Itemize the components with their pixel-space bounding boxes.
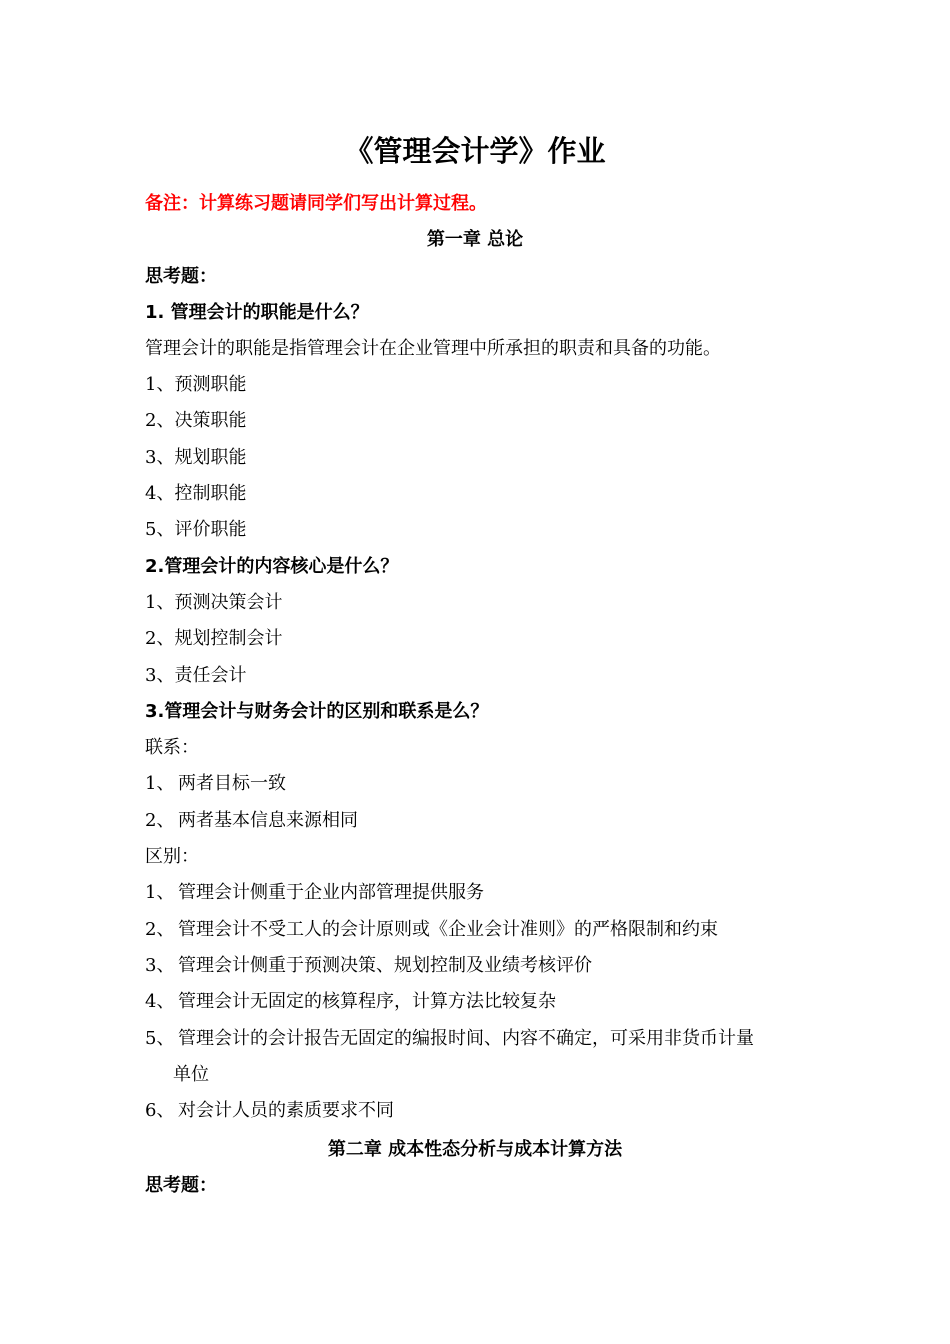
- list-item: 4、控制职能: [145, 483, 247, 504]
- question-2: 2.管理会计的内容核心是什么？: [145, 556, 399, 577]
- chapter1-thinking-label: 思考题：: [145, 266, 217, 287]
- list-item-number: 2、: [145, 919, 175, 940]
- list-item-number: 6、: [145, 1100, 175, 1121]
- list-item-number: 1、: [145, 882, 175, 903]
- list-item-text: 两者基本信息来源相同: [178, 810, 358, 831]
- difference-label: 区别：: [145, 846, 199, 867]
- list-item: [145, 1024, 754, 1054]
- chapter1-heading: 第一章 总论: [426, 229, 524, 250]
- list-item-number: 4、: [145, 991, 175, 1012]
- list-item: 1、预测决策会计: [145, 592, 283, 613]
- list-item-number: 1、: [145, 773, 175, 794]
- question-1-intro: 管理会计的职能是指管理会计在企业管理中所承担的职责和具备的功能。: [145, 338, 721, 359]
- list-item-number: 5、: [145, 1028, 175, 1049]
- list-item-text: 对会计人员的素质要求不同: [178, 1100, 394, 1121]
- list-item: [145, 1096, 394, 1126]
- list-item: 5、评价职能: [145, 519, 247, 540]
- list-item-text: 两者目标一致: [178, 773, 286, 794]
- list-item-text: 管理会计侧重于企业内部管理提供服务: [178, 882, 484, 903]
- list-item: 3、规划职能: [145, 447, 247, 468]
- note-text: 备注：计算练习题请同学们写出计算过程。: [145, 193, 487, 214]
- document-title: 《管理会计学》作业: [344, 134, 606, 168]
- list-item-continuation: 单位: [173, 1064, 209, 1085]
- list-item: [145, 878, 484, 908]
- list-item: [145, 951, 592, 981]
- list-item-text: 管理会计的会计报告无固定的编报时间、内容不确定，可采用非货币计量: [178, 1028, 754, 1049]
- chapter2-thinking-label: 思考题：: [145, 1175, 217, 1196]
- list-item: 2、决策职能: [145, 410, 247, 431]
- list-item-number: 3、: [145, 955, 175, 976]
- list-item: 3、责任会计: [145, 665, 247, 686]
- list-item-text: 管理会计无固定的核算程序，计算方法比较复杂: [178, 991, 556, 1012]
- question-1: 1. 管理会计的职能是什么？: [145, 302, 369, 323]
- question-3: 3.管理会计与财务会计的区别和联系是么？: [145, 701, 489, 722]
- chapter2-heading: 第二章 成本性态分析与成本计算方法: [327, 1139, 623, 1160]
- list-item-text: 管理会计侧重于预测决策、规划控制及业绩考核评价: [178, 955, 592, 976]
- list-item: [145, 769, 286, 799]
- list-item: 2、规划控制会计: [145, 628, 283, 649]
- list-item: [145, 915, 718, 945]
- list-item-number: 2、: [145, 810, 175, 831]
- list-item: [145, 987, 556, 1017]
- relation-label: 联系：: [145, 737, 199, 758]
- list-item: 1、预测职能: [145, 374, 247, 395]
- list-item: [145, 806, 358, 836]
- list-item-text: 管理会计不受工人的会计原则或《企业会计准则》的严格限制和约束: [178, 919, 718, 940]
